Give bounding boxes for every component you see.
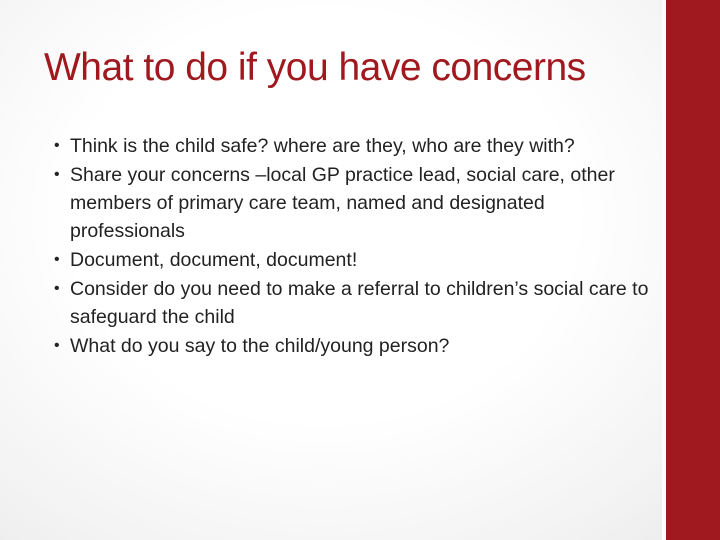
bullet-text: Consider do you need to make a referral to children’s social care to safeguard the child	[70, 278, 649, 328]
bullet-item	[52, 332, 652, 360]
bullet-text: Think is the child safe? where are they, who are they with?	[70, 135, 575, 157]
bullet-icon: •	[54, 280, 60, 297]
accent-bar	[666, 0, 720, 540]
bullet-icon: •	[54, 337, 60, 354]
bullet-item	[52, 132, 652, 160]
bullet-item	[52, 161, 652, 245]
bullet-text: Share your concerns –local GP practice lead, social care, other members of primary care team, named and designated professionals	[70, 164, 615, 242]
bullet-item	[52, 275, 652, 331]
bullet-icon: •	[54, 166, 60, 183]
bullet-icon: •	[54, 137, 60, 154]
bullet-text: Document, document, document!	[70, 249, 358, 271]
bullet-icon: •	[54, 251, 60, 268]
bullet-item	[52, 246, 652, 274]
bullet-list	[52, 132, 652, 361]
slide-title: What to do if you have concerns	[44, 46, 586, 89]
bullet-text: What do you say to the child/young person?	[70, 335, 450, 357]
